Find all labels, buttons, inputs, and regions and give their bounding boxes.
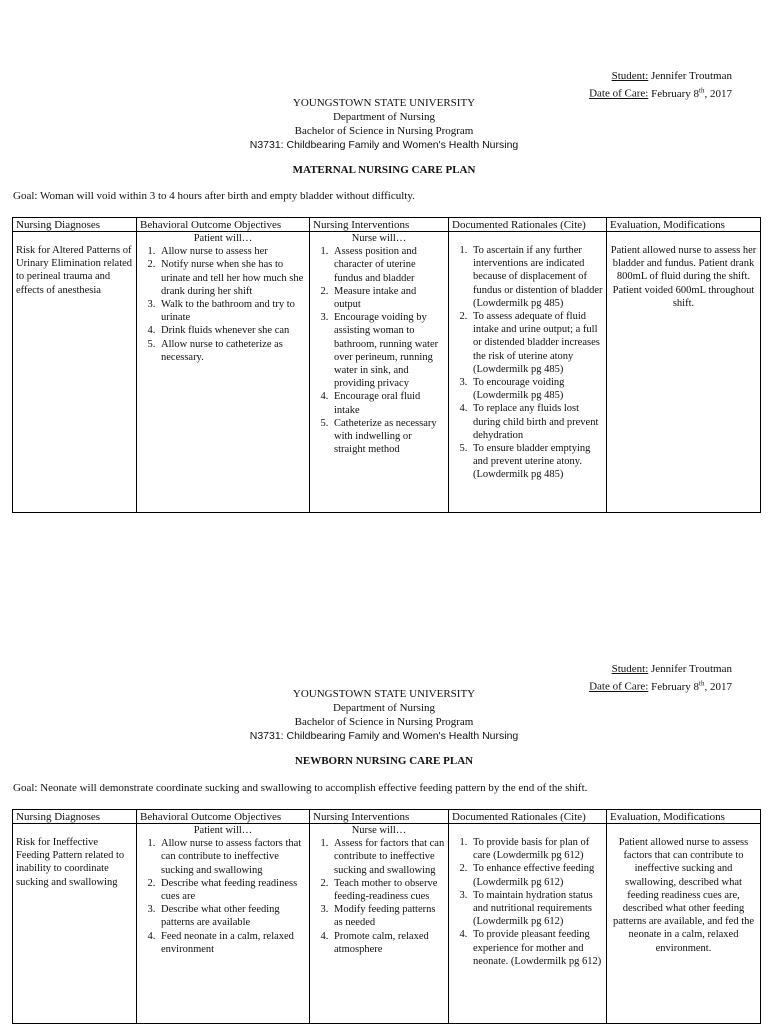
plan-title: MATERNAL NURSING CARE PLAN — [292, 164, 476, 176]
list-item: 4. Drink fluids whenever she can — [158, 324, 306, 337]
table-row — [13, 232, 761, 513]
objectives-header: Patient will… — [193, 825, 253, 836]
list-item: 1. Assess position and character of uterine fundus and bladder — [331, 245, 445, 285]
column-header: Nursing Diagnoses — [13, 218, 137, 232]
list-item: 4. To provide pleasant feeding experience for mother and neonate. (Lowdermilk pg 612) — [470, 928, 603, 968]
list-item: 3. Encourage voiding by assisting woman to bathroom, running water over perineum, running water in sink, and providing privacy — [331, 311, 445, 390]
table-header-row — [13, 218, 761, 232]
list-item: 2. Measure intake and output — [331, 285, 445, 311]
list-item: 4. Promote calm, relaxed atmosphere — [331, 930, 445, 956]
student-name: Jennifer Troutman — [648, 663, 732, 675]
column-header: Evaluation, Modifications — [607, 810, 761, 824]
column-header: Nursing Interventions — [310, 810, 449, 824]
care-plan-table — [12, 217, 761, 513]
column-header: Behavioral Outcome Objectives — [137, 810, 310, 824]
list-item: 1. Allow nurse to assess factors that can contribute to ineffective sucking and swallowing — [158, 837, 306, 877]
objectives-cell — [137, 824, 310, 1024]
list-item: 4. To replace any fluids lost during child birth and prevent dehydration — [470, 402, 603, 442]
course-name: N3731: Childbearing Family and Women's Health Nursing — [249, 730, 519, 742]
list-item: 4. Encourage oral fluid intake — [331, 390, 445, 416]
student-label: Student: — [611, 70, 649, 82]
list-item: 3. To maintain hydration status and nutritional requirements (Lowdermilk pg 612) — [470, 889, 603, 929]
rationales-list — [452, 244, 603, 482]
list-item: 2. To assess adequate of fluid intake and urine output; a full or distended bladder increases the risk of uterine atony (Lowdermilk pg 485) — [470, 310, 603, 376]
list-item: 2. Notify nurse when she has to urinate and tell her how much she drank during her shift — [158, 258, 306, 298]
list-item: 3. Walk to the bathroom and try to urinate — [158, 298, 306, 324]
diagnosis-text: Risk for Altered Patterns of Urinary Elimination related to perineal trauma and effects of anesthesia — [16, 245, 133, 296]
objectives-cell — [137, 232, 310, 513]
list-item: 3. Modify feeding patterns as needed — [331, 903, 445, 929]
objectives-list — [140, 245, 306, 364]
interventions-list — [313, 837, 445, 956]
university-name: YOUNGSTOWN STATE UNIVERSITY — [292, 97, 476, 109]
plan-title: NEWBORN NURSING CARE PLAN — [294, 755, 474, 767]
evaluation-text: Patient allowed nurse to assess factors that can contribute to ineffective sucking and swallowing, described what feeding readiness cues are, described what other feeding patterns are available, and fed the neonate in a calm, relaxed environment. — [612, 837, 755, 954]
objectives-list — [140, 837, 306, 956]
interventions-cell — [310, 824, 449, 1024]
plan-goal: Goal: Neonate will demonstrate coordinate sucking and swallowing to accomplish effective feeding pattern by the end of the shift. — [13, 782, 588, 794]
university-name: YOUNGSTOWN STATE UNIVERSITY — [292, 688, 476, 700]
table-row — [13, 824, 761, 1024]
list-item: 1. Allow nurse to assess her — [158, 245, 306, 258]
evaluation-text: Patient allowed nurse to assess her bladder and fundus. Patient drank 800mL of fluid during the shift. Patient voided 600mL throughout shift. — [610, 245, 757, 309]
objectives-header: Patient will… — [193, 233, 253, 244]
diagnosis-text: Risk for Ineffective Feeding Pattern related to inability to coordinate sucking and swallowing — [16, 837, 125, 888]
table-header-row — [13, 810, 761, 824]
list-item: 1. To ascertain if any further interventions are indicated because of displacement of fundus or distention of bladder (Lowdermilk pg 485) — [470, 244, 603, 310]
evaluation-cell — [607, 232, 761, 513]
program-name: Bachelor of Science in Nursing Program — [294, 125, 474, 137]
plan-goal: Goal: Woman will void within 3 to 4 hours after birth and empty bladder without difficulty. — [13, 190, 415, 202]
document-header — [0, 687, 768, 743]
list-item: 2. Teach mother to observe feeding-readiness cues — [331, 877, 445, 903]
interventions-header: Nurse will… — [351, 233, 407, 244]
list-item: 5. To ensure bladder emptying and prevent uterine atony. (Lowdermilk pg 485) — [470, 442, 603, 482]
interventions-cell — [310, 232, 449, 513]
document-header — [0, 96, 768, 152]
diagnosis-cell — [13, 232, 137, 513]
list-item: 2. To enhance effective feeding (Lowdermilk pg 612) — [470, 862, 603, 888]
list-item: 5. Catheterize as necessary with indwelling or straight method — [331, 417, 445, 457]
column-header: Documented Rationales (Cite) — [449, 810, 607, 824]
column-header: Nursing Interventions — [310, 218, 449, 232]
list-item: 4. Feed neonate in a calm, relaxed environment — [158, 930, 306, 956]
column-header: Evaluation, Modifications — [607, 218, 761, 232]
diagnosis-cell — [13, 824, 137, 1024]
course-name: N3731: Childbearing Family and Women's Health Nursing — [249, 139, 519, 151]
column-header: Nursing Diagnoses — [13, 810, 137, 824]
column-header: Behavioral Outcome Objectives — [137, 218, 310, 232]
list-item: 3. To encourage voiding (Lowdermilk pg 485) — [470, 376, 603, 402]
list-item: 2. Describe what feeding readiness cues are — [158, 877, 306, 903]
list-item: 5. Allow nurse to catheterize as necessary. — [158, 338, 306, 364]
rationales-cell — [449, 824, 607, 1024]
date-value: February 8th, 2017 — [648, 86, 732, 100]
list-item: 1. To provide basis for plan of care (Lowdermilk pg 612) — [470, 836, 603, 862]
program-name: Bachelor of Science in Nursing Program — [294, 716, 474, 728]
rationales-list — [452, 836, 603, 968]
department-name: Department of Nursing — [332, 702, 436, 714]
date-label: Date of Care: — [589, 87, 649, 100]
student-label: Student: — [611, 663, 649, 675]
column-header: Documented Rationales (Cite) — [449, 218, 607, 232]
rationales-cell — [449, 232, 607, 513]
care-plan-newborn — [0, 512, 768, 1024]
care-plan-table — [12, 809, 761, 1024]
department-name: Department of Nursing — [332, 111, 436, 123]
interventions-header: Nurse will… — [351, 825, 407, 836]
list-item: 3. Describe what other feeding patterns are available — [158, 903, 306, 929]
date-label: Date of Care: — [589, 680, 649, 693]
interventions-list — [313, 245, 445, 456]
evaluation-cell — [607, 824, 761, 1024]
date-value: February 8th, 2017 — [648, 679, 732, 693]
student-name: Jennifer Troutman — [648, 70, 732, 82]
list-item: 1. Assess for factors that can contribute to ineffective sucking and swallowing — [331, 837, 445, 877]
